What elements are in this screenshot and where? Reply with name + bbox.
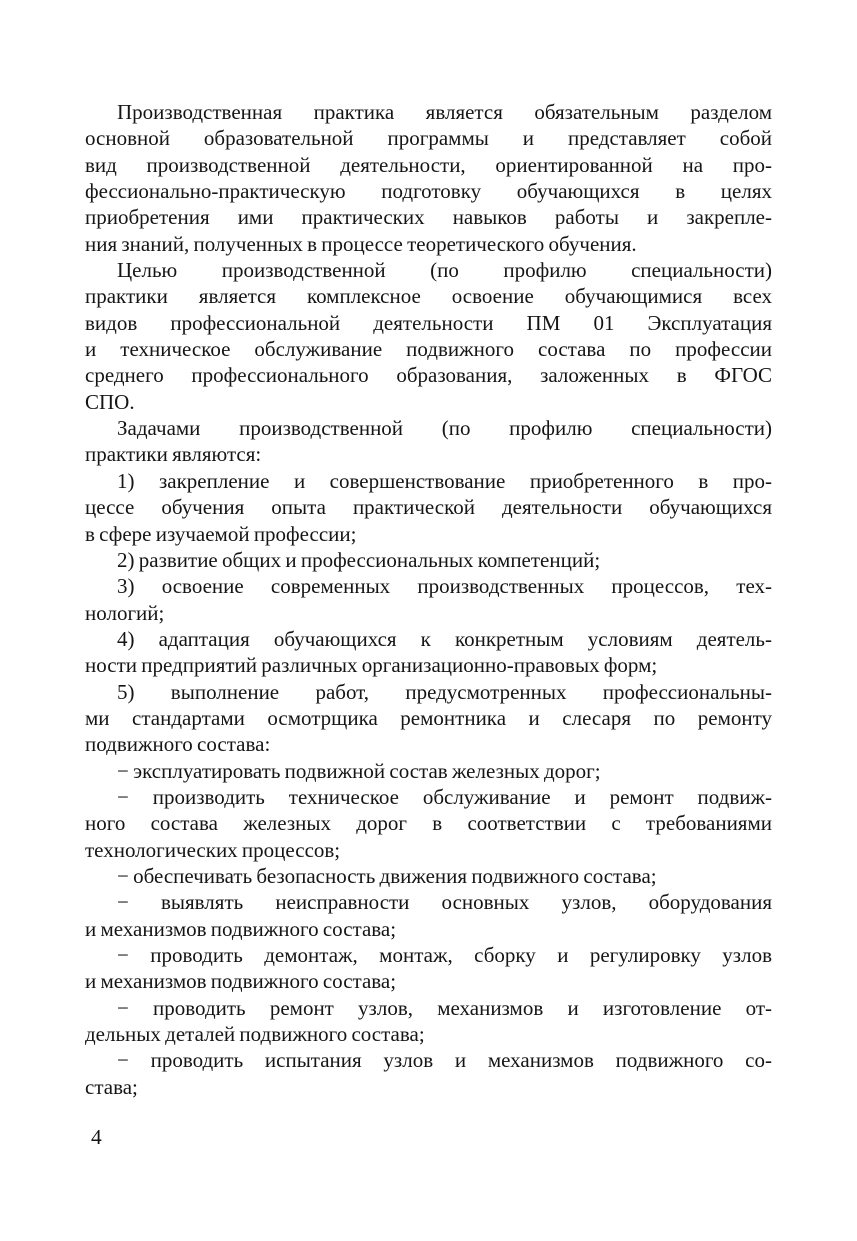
- text-line: видов профессиональной деятельности ПМ 01 Эксплуатация: [85, 310, 772, 335]
- paragraph-numbered-item: [85, 468, 772, 547]
- text-line: 5) выполнение работ, предусмотренных профессиональны-: [117, 679, 772, 704]
- text-block: [85, 99, 772, 1100]
- text-line: технологических процессов;: [85, 837, 341, 862]
- text-line: приобретения ими практических навыков работы и закрепле-: [85, 205, 772, 230]
- text-line: − проводить ремонт узлов, механизмов и изготовление от-: [117, 995, 772, 1020]
- text-line: СПО.: [85, 389, 135, 414]
- text-line: и механизмов подвижного состава;: [85, 916, 397, 941]
- text-line: в сфере изучаемой профессии;: [85, 521, 357, 546]
- text-line: подвижного состава:: [85, 732, 271, 757]
- paragraph-dash-item: [85, 1047, 772, 1100]
- text-line: − эксплуатировать подвижной состав железных дорог;: [117, 758, 601, 783]
- text-line: нологий;: [85, 600, 165, 625]
- text-line: − обеспечивать безопасность движения подвижного состава;: [117, 863, 657, 888]
- paragraph-dash-item: [85, 863, 772, 889]
- page-number: 4: [91, 1125, 102, 1149]
- text-line: ного состава железных дорог в соответствии с требованиями: [85, 811, 772, 836]
- paragraph-numbered-item: [85, 547, 772, 573]
- paragraph-numbered-item: [85, 679, 772, 758]
- text-line: основной образовательной программы и представляет собой: [85, 126, 772, 151]
- text-line: ми стандартами осмотрщика ремонтника и слесаря по ремонту: [85, 705, 772, 730]
- paragraph-numbered-item: [85, 626, 772, 679]
- text-line: ности предприятий различных организационно-правовых форм;: [85, 653, 658, 678]
- text-line: става;: [85, 1074, 138, 1099]
- paragraph-dash-item: [85, 942, 772, 995]
- paragraph-dash-item: [85, 758, 772, 784]
- text-line: − производить техническое обслуживание и ремонт подвиж-: [117, 784, 772, 809]
- text-line: 4) адаптация обучающихся к конкретным условиям деятель-: [117, 626, 772, 651]
- paragraph-body: [85, 99, 772, 257]
- text-line: 3) освоение современных производственных процессов, тех-: [117, 574, 772, 599]
- text-line: − проводить демонтаж, монтаж, сборку и регулировку узлов: [117, 943, 772, 967]
- text-line: практики являются:: [85, 442, 262, 467]
- text-line: 2) развитие общих и профессиональных компетенций;: [117, 547, 601, 572]
- text-line: Задачами производственной (по профилю специальности): [117, 416, 772, 441]
- text-line: − выявлять неисправности основных узлов, оборудования: [117, 890, 772, 915]
- paragraph-body: [85, 257, 772, 415]
- text-line: и механизмов подвижного состава;: [85, 969, 397, 994]
- paragraph-numbered-item: [85, 573, 772, 626]
- paragraph-body: [85, 415, 772, 468]
- text-line: и техническое обслуживание подвижного состава по профессии: [85, 337, 772, 362]
- text-line: практики является комплексное освоение обучающимися всех: [85, 284, 772, 309]
- text-line: Целью производственной (по профилю специальности): [117, 258, 772, 283]
- text-line: фессионально-практическую подготовку обучающихся в целях: [85, 179, 772, 204]
- text-line: − проводить испытания узлов и механизмов подвижного со-: [117, 1048, 772, 1073]
- text-line: цессе обучения опыта практической деятельности обучающихся: [85, 495, 772, 520]
- text-line: среднего профессионального образования, заложенных в ФГОС: [85, 363, 772, 388]
- paragraph-dash-item: [85, 889, 772, 942]
- text-line: 1) закрепление и совершенствование приобретенного в про-: [117, 468, 772, 493]
- paragraph-dash-item: [85, 784, 772, 863]
- text-line: дельных деталей подвижного состава;: [85, 1022, 425, 1047]
- text-line: Производственная практика является обязательным разделом: [117, 100, 772, 124]
- paragraph-dash-item: [85, 995, 772, 1048]
- text-line: вид производственной деятельности, ориентированной на про-: [85, 152, 772, 177]
- text-line: ния знаний, полученных в процессе теоретического обучения.: [85, 231, 637, 256]
